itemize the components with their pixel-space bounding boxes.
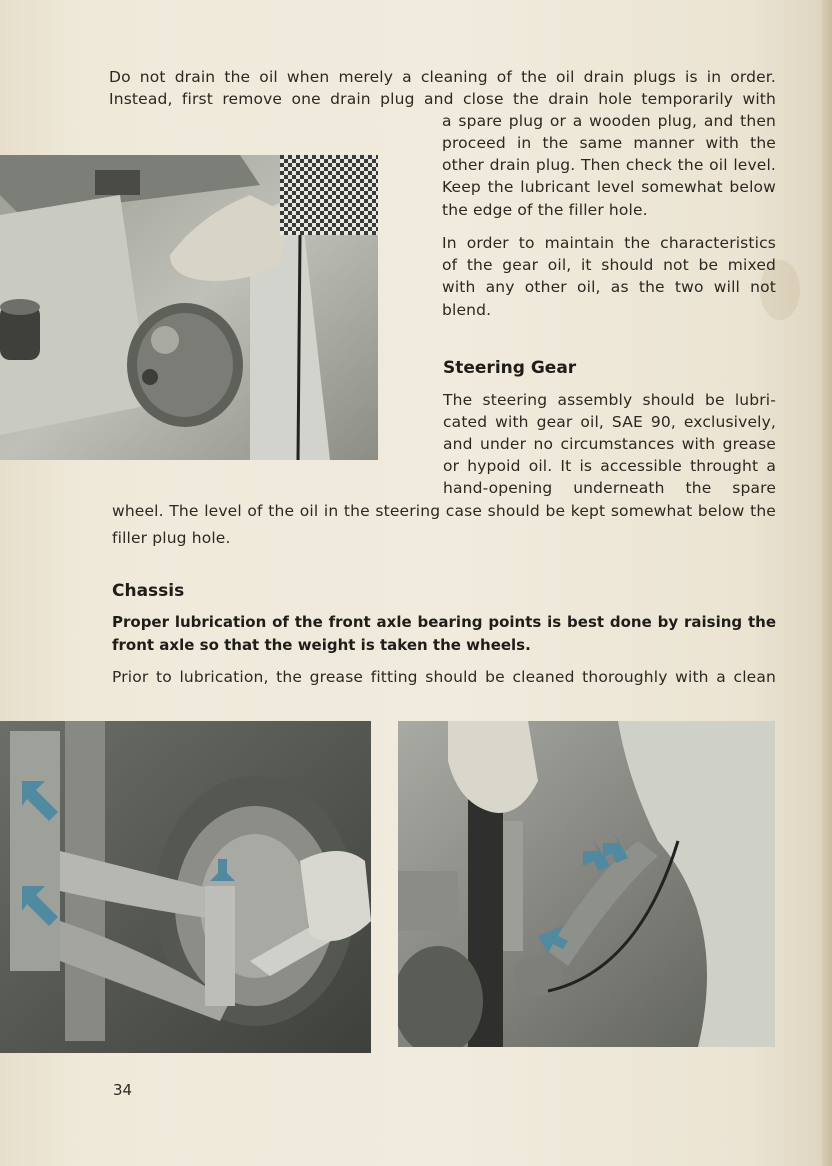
text-line: hand-opening underneath the spare [443, 479, 776, 497]
text-line: The steering assembly should be lubri- [443, 391, 776, 409]
text-line: the edge of the filler hole. [442, 201, 648, 219]
text-line: and under no circumstances with grease [443, 435, 776, 453]
bold-text-line: Proper lubrication of the front axle bearing points is best done by raising the [112, 613, 776, 631]
section-heading: Chassis [112, 581, 185, 601]
section-heading: Steering Gear [443, 358, 577, 378]
bold-text-line: front axle so that the weight is taken the wheels. [112, 636, 531, 654]
text-line: other drain plug. Then check the oil level. [442, 156, 776, 174]
text-line: Instead, first remove one drain plug and close the drain hole temporarily with [109, 90, 776, 108]
text-line: blend. [442, 301, 492, 319]
text-line: proceed in the same manner with the [442, 134, 776, 152]
text-line: cated with gear oil, SAE 90, exclusively, [443, 413, 776, 431]
tie-rod-photo [398, 721, 775, 1047]
text-line: filler plug hole. [112, 529, 231, 547]
text-line: a spare plug or a wooden plug, and then [442, 112, 776, 130]
text-line: Keep the lubricant level somewhat below [442, 178, 776, 196]
text-line: Do not drain the oil when merely a cleaning of the oil drain plugs is in order. [109, 68, 776, 86]
drain-plug-photo [0, 155, 378, 460]
text-line: with any other oil, as the two will not [442, 278, 776, 296]
text-line: or hypoid oil. It is accessible throught a [443, 457, 776, 475]
text-line: Prior to lubrication, the grease fitting should be cleaned thoroughly with a clean [112, 668, 776, 686]
page-edge [822, 0, 832, 1166]
text-line: wheel. The level of the oil in the steering case should be kept somewhat below the [112, 502, 776, 520]
text-line: In order to maintain the characteristics [442, 234, 776, 252]
text-line: of the gear oil, it should not be mixed [442, 256, 776, 274]
front-axle-photo [0, 721, 371, 1053]
page-number: 34 [113, 1081, 133, 1099]
